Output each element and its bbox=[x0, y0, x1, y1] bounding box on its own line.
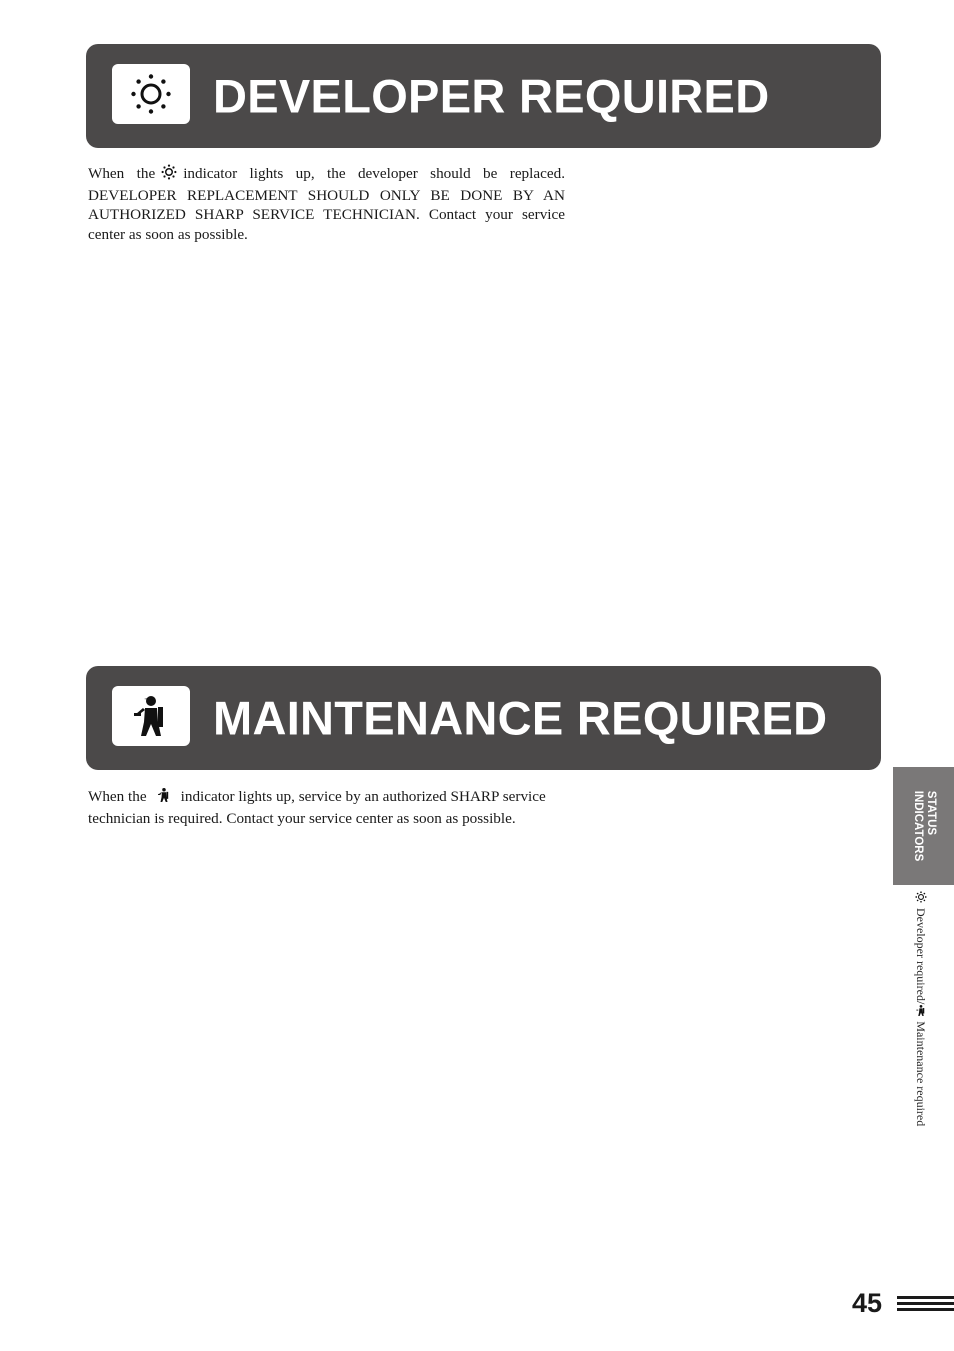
page-number: 45 bbox=[852, 1288, 883, 1318]
side-tab-status-indicators[interactable] bbox=[893, 767, 954, 885]
maintenance-worker-icon bbox=[131, 694, 171, 738]
side-tab-line-2: INDICATORS bbox=[911, 790, 924, 862]
side-caption-part-2: Maintenance required bbox=[914, 1021, 929, 1127]
maintenance-text-before-icon: When the bbox=[88, 788, 147, 805]
maintenance-required-paragraph bbox=[88, 787, 565, 828]
maintenance-worker-icon bbox=[157, 787, 171, 809]
page-number-rule-lines bbox=[897, 1296, 954, 1314]
developer-text-after-icon: indicator lights up, the developer should be replaced. bbox=[183, 165, 565, 182]
maintenance-text-after-icon: indicator lights up, service by an authorized SHARP service technician is required. Contact your service center as soon as possible. bbox=[88, 788, 546, 827]
maintenance-required-title: MAINTENANCE REQUIRED bbox=[213, 691, 828, 745]
side-tab-line-1: STATUS bbox=[924, 790, 937, 836]
developer-required-banner bbox=[86, 44, 881, 148]
developer-text-rest: DEVELOPER REPLACEMENT SHOULD ONLY BE DONE BY AN AUTHORIZED SHARP SERVICE TECHNICIAN. Contact your service center as soon as possible. bbox=[88, 186, 565, 243]
caption-developer-sun-icon bbox=[915, 891, 927, 907]
developer-icon-box bbox=[112, 64, 190, 124]
developer-required-paragraph bbox=[88, 164, 565, 244]
maintenance-required-banner bbox=[86, 666, 881, 770]
developer-text-before-icon: When the bbox=[88, 165, 156, 182]
developer-sun-icon bbox=[129, 72, 173, 116]
developer-required-title: DEVELOPER REQUIRED bbox=[213, 69, 770, 123]
maintenance-icon-box bbox=[112, 686, 190, 746]
side-caption bbox=[913, 893, 929, 1126]
caption-maintenance-worker-icon bbox=[916, 1005, 927, 1021]
developer-sun-icon bbox=[161, 164, 177, 186]
side-caption-part-1: Developer required/ bbox=[914, 908, 929, 1005]
side-tab-label bbox=[911, 791, 937, 862]
